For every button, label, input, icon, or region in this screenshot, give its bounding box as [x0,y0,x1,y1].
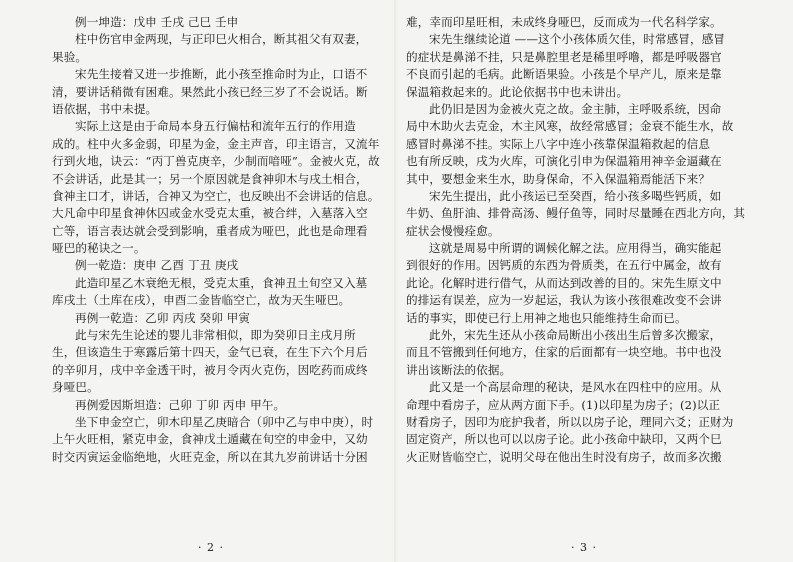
text-line: 牛奶、鱼肝油、排骨高汤、鳗仔鱼等，同时尽量睡在西北方向，其 [406,206,746,221]
text-line: 此仍旧是因为金被火克之故。金主肺，主呼吸系统，因命 [429,101,722,116]
text-line: 局中木助火去克金，木主风寒，故经常感冒；金衰不能生水，故 [406,119,734,134]
text-line: 也有所反映，戌为火库，可演化引申为保温箱用神辛金逼藏在 [406,154,722,169]
text-line: 哑巴的秘诀之一。 [52,241,146,256]
text-line: 亡等，语言表达就会受到影响，重者成为哑巴，此也是命理看 [52,223,368,238]
text-line: 例一坤造：戊申 壬戌 己巳 壬申 [75,15,239,29]
text-line: 宋先生继续论道 ——这个小孩体质欠佳，时常感冒，感冒 [429,32,726,47]
text-line: 讲出该断法的依据。 [406,362,512,377]
text-line: 果验。 [52,49,88,64]
text-line: 此外，宋先生还从小孩命局断出小孩出生后曾多次搬家， [429,328,722,343]
text-line: 到很好的作用。因钙质的东西为骨质类，在五行中属金，故有 [406,258,722,273]
text-line: 症状会慢慢痊愈。 [406,223,500,238]
text-line: 时交丙寅运金临绝地，火旺克金，所以在其九岁前讲话十分困 [52,449,368,464]
text-line: 身哑巴。 [52,380,99,395]
text-line: 的排运有误差，应为一岁起运，我认为该小孩很难改变不会讲 [406,293,722,308]
text-line: 语依据，书中未提。 [52,101,158,116]
text-line: 难，幸而印星旺相，未成终身哑巴，反而成为一代名科学家。 [406,15,722,29]
text-line: 清，要讲话稍微有困难。果然此小孩已经三岁了不会说话。断 [52,84,368,99]
text-line: 此造印星乙木衰绝无根，受克太重，食神丑土旬空又入墓 [75,275,368,290]
left-page [0,0,396,562]
text-line: 的症状是鼻涕不挂，只是鼻腔里老是稀里呼噜，都是呼吸器官 [406,49,722,64]
right-page [396,0,793,562]
text-line: 不良而引起的毛病。此断语果验。小孩是个早产儿，原来是靠 [406,67,722,82]
text-line: 此又是一个高层命理的秘诀，是风水在四柱中的应用。从 [429,380,722,395]
text-line: 例一乾造：庚申 乙酉 丁丑 庚戌 [75,258,239,273]
text-line: 的辛卯月，戌中辛金透干时，被月令丙火克伤，因吃药而成终 [52,362,368,377]
text-line: 固定资产，所以也可以以房子论。此小孩命中缺印，又两个巳 [406,432,722,447]
text-line: 而且不管搬到任何地方，住家的后面都有一块空地。书中也没 [406,345,722,360]
text-line: 生，但该造生于寒露后第十四天，金气已衰，在生下六个月后 [52,345,368,360]
text-line: 其中，要想金来生水，助身保命，不入保温箱焉能活下来？ [406,171,711,186]
text-line: 上午火旺相，紧克申金，食神戊土遁藏在旬空的申金中，又幼 [52,432,368,447]
text-line: 话的事实，即使已行上用神之地也只能维持生命而已。 [406,310,687,325]
text-line: 再例一乾造：乙卯 丙戌 癸卯 甲寅 [75,310,251,325]
text-line: 这就是周易中所谓的调候化解之法。应用得当，确实能起 [429,241,722,256]
text-line: 保温箱救起来的。此论依据书中也未讲出。 [406,84,629,99]
text-line: 实际上这是由于命局本身五行偏枯和流年五行的作用造 [75,119,356,134]
text-line: 火正财皆临空亡，说明父母在他出生时没有房子，故而多次搬 [406,449,722,464]
text-line: 不会讲话，此是其一；另一个原因就是食神卯木与戌土相合， [52,171,368,186]
text-line: 成的。柱中火多金弱，印星为金，金主声音，印主语言，又流年 [52,136,380,151]
text-line: 坐下申金空亡，卯木印星乙庚暗合（卯中乙与申中庚），时 [75,414,374,429]
text-line: 再例爱因斯坦造：己卯 丁卯 丙申 甲午。 [75,397,286,412]
text-line: 此论。化解时进行借气，从而达到改善的目的。宋先生原文中 [406,275,722,290]
text-line: 行到火地，诀云：“丙丁兽克庚辛，少制而喑哑”。金被火克，故 [52,154,380,169]
text-line: 库戌土（土库在戌），申酉二金皆临空亡，故为天生哑巴。 [52,293,351,308]
text-line: 宋先生提出，此小孩运已至癸酉，给小孩多喝些钙质，如 [429,188,722,203]
text-line: 食神主口才，讲话，合神又为空亡，也反映出不会讲话的信息。 [52,188,380,203]
text-line: 此与宋先生论述的婴儿非常相似，即为癸卯日主戌月所 [75,328,356,343]
page-number: · 3 · [571,541,597,554]
text-line: 命理中看房子，应从两方面下手。(1)以印星为房子；(2)以正 [406,397,721,412]
page-number: · 2 · [198,541,224,554]
text-line: 宋先生接着又进一步推断，此小孩至推命时为止，口语不 [75,67,368,82]
text-line: 感冒时鼻涕不挂。实际上八字中连小孩靠保温箱救起的信息 [406,136,711,151]
text-line: 柱中伤官申金两现，与正印巳火相合，断其祖父有双妻， [75,32,368,47]
text-line: 大凡命中印星食神休囚或金水受克太重，被合绊，入墓落入空 [52,206,368,221]
text-line: 财看房子，因印为庇护我者，所以以房子论，理同六爻；正财为 [406,414,734,429]
